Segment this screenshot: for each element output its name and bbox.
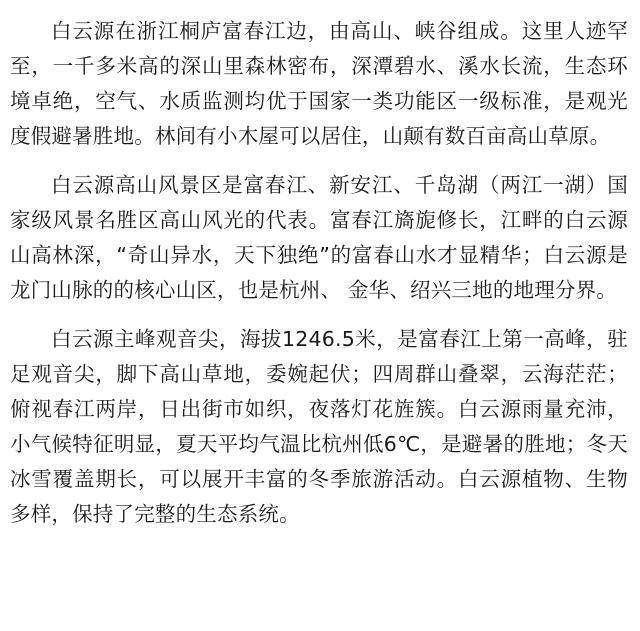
paragraph-3: 白云源主峰观音尖，海拔1246.5米，是富春江上第一高峰，驻足观音尖，脚下高山草地，委婉起伏；四周群山叠翠，云海茫茫；俯视春江两岸，日出街市如织，夜落灯花旌簇。白云源雨量充沛，小气候特征明显，夏天平均气温比杭州低6℃，是避暑的胜地；冬天冰雪覆盖期长，可以展开丰富的冬季旅游活动。白云源植物、生物多样，保持了完整的生态系统。 [10,327,628,526]
paragraph-1: 白云源在浙江桐庐富春江边，由高山、峡谷组成。这里人迹罕至，一千多米高的深山里森林密布，深潭碧水、溪水长流，生态环境卓绝，空气、水质监测均优于国家一类功能区一级标准，是观光度假避暑胜地。林间有小木屋可以居住，山颠有数百亩高山草原。 [10,19,628,148]
paragraph-2: 白云源高山风景区是富春江、新安江、千岛湖（两江一湖）国家级风景名胜区高山风光的代表。富春江旖旎修长，江畔的白云源山高林深，“奇山异水，天下独绝”的富春山水才显精华；白云源是龙门山脉的的核心山区，也是杭州、 金华、绍兴三地的地理分界。 [10,173,628,302]
